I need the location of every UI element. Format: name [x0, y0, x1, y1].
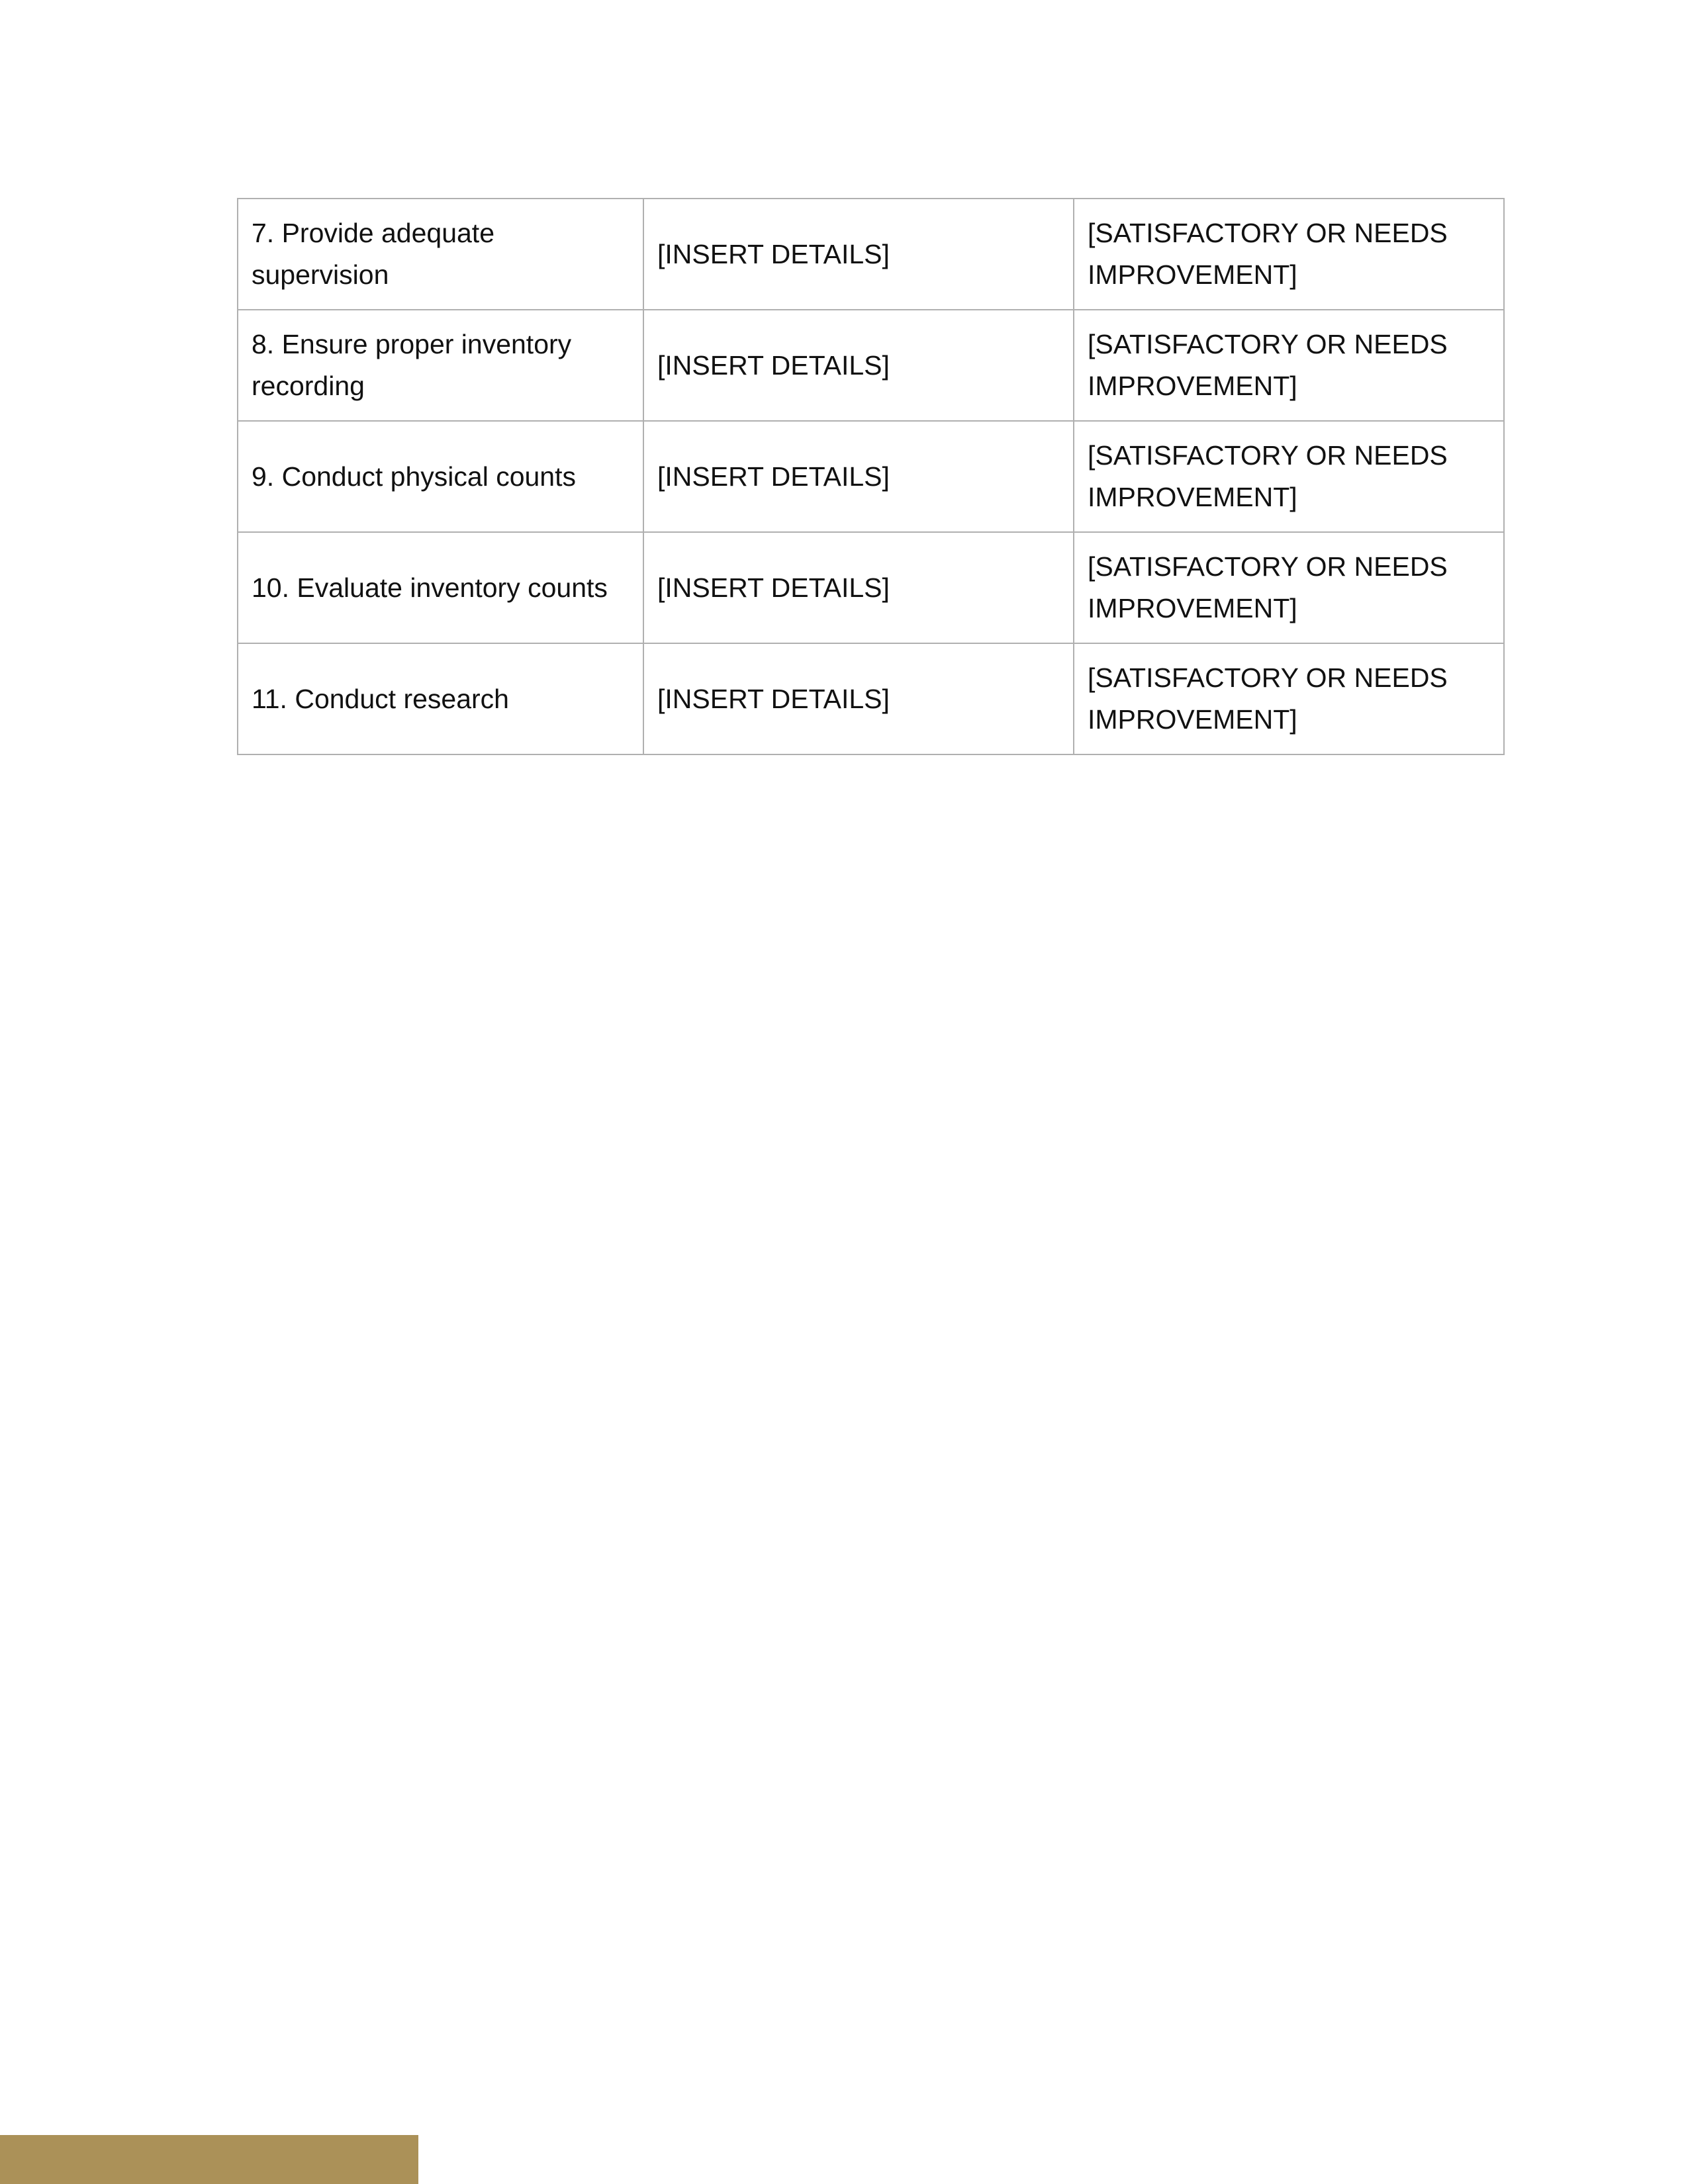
rating-cell: [SATISFACTORY OR NEEDS IMPROVEMENT] — [1074, 310, 1504, 421]
details-cell: [INSERT DETAILS] — [643, 421, 1074, 532]
rating-cell: [SATISFACTORY OR NEEDS IMPROVEMENT] — [1074, 421, 1504, 532]
details-cell: [INSERT DETAILS] — [643, 532, 1074, 643]
details-cell: [INSERT DETAILS] — [643, 643, 1074, 754]
task-cell: 11. Conduct research — [238, 643, 643, 754]
details-cell: [INSERT DETAILS] — [643, 310, 1074, 421]
table-row — [238, 310, 1504, 421]
table-row — [238, 643, 1504, 754]
rating-cell: [SATISFACTORY OR NEEDS IMPROVEMENT] — [1074, 643, 1504, 754]
footer-accent-bar — [0, 2135, 418, 2184]
task-cell: 7. Provide adequate supervision — [238, 199, 643, 310]
details-cell: [INSERT DETAILS] — [643, 199, 1074, 310]
task-cell: 10. Evaluate inventory counts — [238, 532, 643, 643]
table-row — [238, 199, 1504, 310]
table-row — [238, 421, 1504, 532]
audit-table — [237, 198, 1505, 755]
rating-cell: [SATISFACTORY OR NEEDS IMPROVEMENT] — [1074, 532, 1504, 643]
table-row — [238, 532, 1504, 643]
rating-cell: [SATISFACTORY OR NEEDS IMPROVEMENT] — [1074, 199, 1504, 310]
task-cell: 8. Ensure proper inventory recording — [238, 310, 643, 421]
task-cell: 9. Conduct physical counts — [238, 421, 643, 532]
